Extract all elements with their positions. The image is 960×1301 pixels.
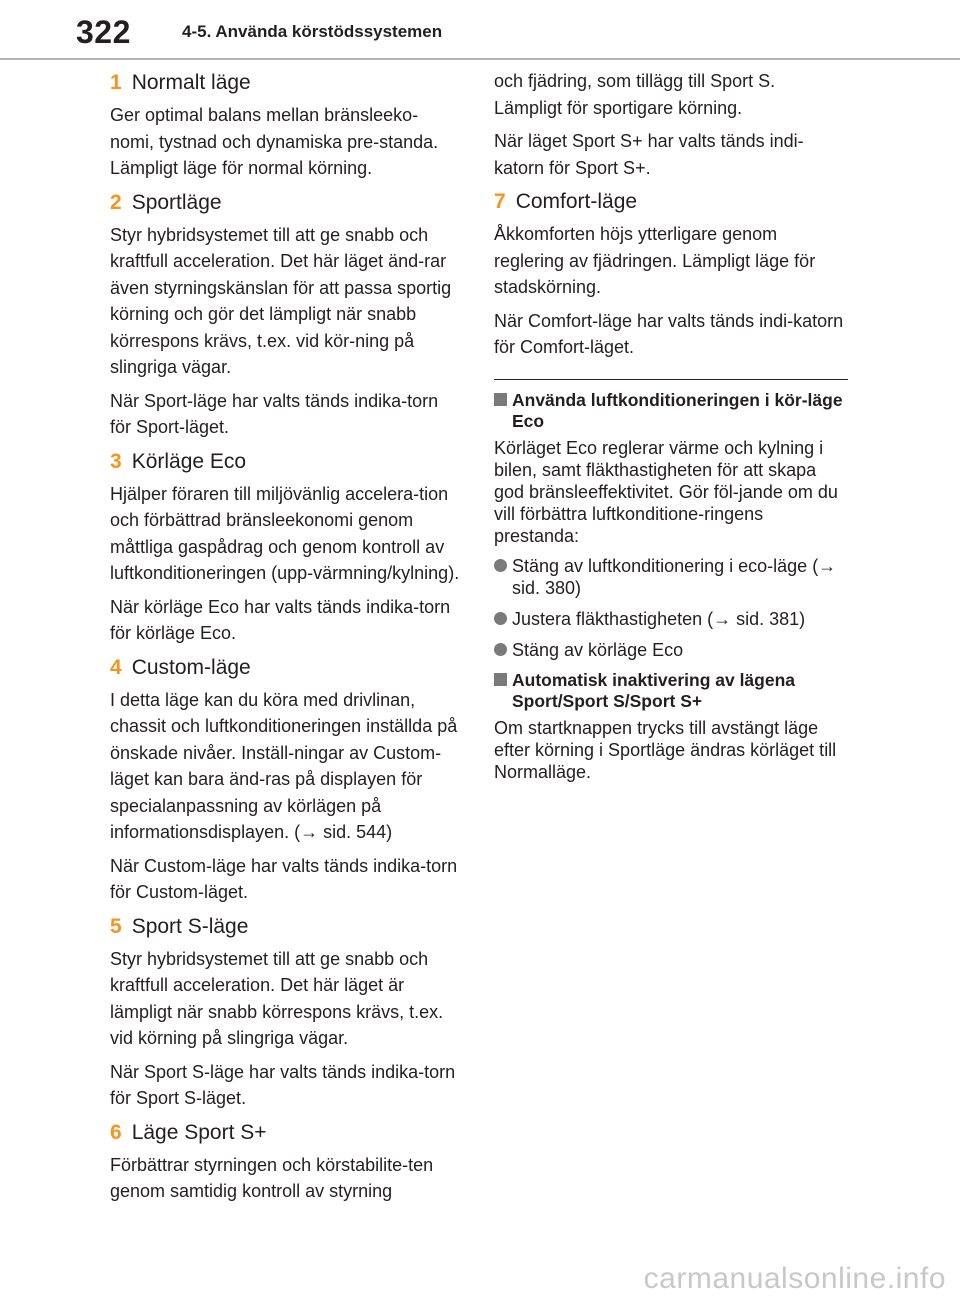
mode-heading-sport [110, 189, 462, 217]
circle-bullet-icon [494, 612, 507, 625]
bullet-item [494, 555, 848, 599]
indicator-note: När Custom-läge har valts tänds indika-torn för Custom-läget. [110, 855, 458, 902]
subsection-heading-text: Använda luftkonditioneringen i kör-läge Eco [512, 389, 843, 431]
header-divider [0, 58, 960, 60]
mode-heading-comfort [494, 188, 848, 216]
indicator-note: När Sport-läge har valts tänds indika-torn för Sport-läget. [110, 390, 439, 437]
mode-description: I detta läge kan du köra med drivlinan, chassit och luftkonditioneringen inställda på önskade nivåer. Inställ-ningar av Custom-läget kan bara änd-ras på displayen för specialanpassning av körlägen på informationsdisplayen. (→ sid. 544) [110, 689, 458, 842]
mode-description: Hjälper föraren till miljövänlig accelera-tion och förbättrad bränsleekonomi genom måttliga gaspådrag och genom kontroll av luftkonditioneringen (upp-värmning/kylning). [110, 483, 460, 583]
item-number: 1 [110, 71, 122, 94]
item-number: 4 [110, 655, 122, 679]
mode-description: Styr hybridsystemet till att ge snabb och kraftfull acceleration. Det här läget änd-rar även styrningskänslan för att passa sportig körning och gör det lämpligt när snabb körrespons krävs, t.ex. vid kör-ning på slingriga vägar. [110, 224, 452, 377]
bullet-text: Stäng av körläge Eco [512, 639, 684, 660]
item-title: Sport S-läge [131, 914, 249, 938]
item-number: 3 [110, 449, 122, 473]
mode-description: Åkkomforten höjs ytterligare genom reglering av fjädringen. Lämpligt läge för stadskörning. [494, 224, 816, 297]
item-title: Sportläge [131, 190, 222, 214]
mode-heading-eco [110, 448, 462, 476]
mode-heading-custom [110, 654, 462, 682]
bullet-text: Justera fläkthastigheten (→ sid. 381) [512, 608, 806, 629]
square-bullet-icon [494, 673, 507, 686]
square-bullet-icon [494, 393, 507, 406]
mode-heading-sport-s [110, 913, 462, 941]
bullet-text: Stäng av luftkonditionering i eco-läge (→ sid. 380) [512, 555, 837, 598]
bullet-item [494, 639, 848, 661]
subsection-heading-eco-ac [494, 390, 848, 432]
circle-bullet-icon [494, 559, 507, 572]
mode-heading-sport-s-plus [110, 1119, 462, 1147]
subsection-body: Om startknappen trycks till avstängt läge efter körning i Sportläge ändras körläget till Normalläge. [494, 717, 837, 782]
item-title: Comfort-läge [515, 190, 638, 213]
section-title: 4-5. Använda körstödssystemen [182, 22, 443, 41]
indicator-note: När körläge Eco har valts tänds indika-torn för körläge Eco. [110, 596, 451, 643]
item-title: Custom-läge [131, 655, 251, 679]
item-number: 6 [110, 1120, 122, 1144]
continued-text: och fjädring, som tillägg till Sport S. Lämpligt för sportigare körning. [494, 71, 776, 118]
indicator-note: När läget Sport S+ har valts tänds indi-katorn för Sport S+. [494, 131, 804, 178]
page-number: 322 [76, 14, 131, 50]
right-column [494, 66, 848, 791]
item-number: 2 [110, 190, 122, 214]
indicator-note: När Comfort-läge har valts tänds indi-katorn för Comfort-läget. [494, 310, 844, 357]
circle-bullet-icon [494, 643, 507, 656]
indicator-note: När Sport S-läge har valts tänds indika-torn för Sport S-läget. [110, 1061, 456, 1108]
item-number: 7 [494, 190, 506, 213]
watermark: carmanualsonline.info [643, 1262, 946, 1295]
item-title: Normalt läge [131, 71, 251, 94]
left-column [110, 66, 462, 1212]
bullet-item [494, 608, 848, 630]
subsection-heading-text: Automatisk inaktivering av lägena Sport/Sport S/Sport S+ [512, 669, 796, 711]
mode-description: Förbättrar styrningen och körstabilite-ten genom samtidig kontroll av styrning [110, 1154, 434, 1201]
subsection-heading-auto-deactivation [494, 670, 848, 712]
subsection-body: Körläget Eco reglerar värme och kylning i bilen, samt fläkthastigheten för att skapa god bränsleeffektivitet. Gör föl-jande om du vill förbättra luftkonditione-ringens prestanda: [494, 437, 838, 546]
mode-description: Styr hybridsystemet till att ge snabb och kraftfull acceleration. Det här läget är lämpligt när snabb körrespons krävs, t.ex. vid körning på slingriga vägar. [110, 948, 444, 1048]
item-number: 5 [110, 914, 122, 938]
item-title: Körläge Eco [131, 449, 247, 473]
item-title: Läge Sport S+ [131, 1120, 267, 1144]
mode-heading-normal [110, 69, 462, 97]
section-divider [494, 379, 848, 380]
mode-description: Ger optimal balans mellan bränsleeko-nomi, tystnad och dynamiska pre-standa. Lämpligt läge för normal körning. [110, 105, 439, 178]
